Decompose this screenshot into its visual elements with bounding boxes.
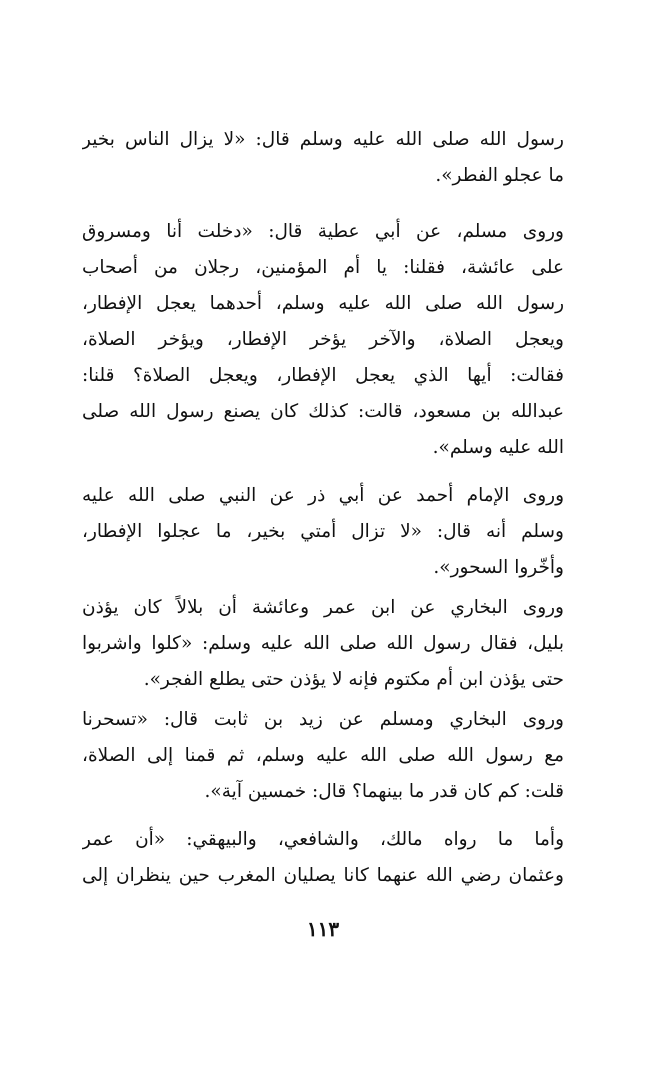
text-line: على عائشة، فقلنا: يا أم المؤمنين، رجلان من أصحاب (82, 257, 564, 278)
page-body-text (82, 122, 564, 894)
paragraph-4 (82, 590, 564, 698)
paragraph-3 (82, 478, 564, 586)
text-line: بليل، فقال رسول الله صلى الله عليه وسلم: «كلوا واشربوا (82, 633, 564, 654)
text-line: حتى يؤذن ابن أم مكتوم فإنه لا يؤذن حتى يطلع الفجر». (143, 669, 564, 690)
text-line: مع رسول الله صلى الله عليه وسلم، ثم قمنا إلى الصلاة، (82, 745, 564, 766)
text-line: وأخّروا السحور». (433, 557, 564, 578)
text-line: رسول الله صلى الله عليه وسلم قال: «لا يزال الناس بخير (82, 129, 564, 150)
text-line: ما عجلو الفطر». (435, 165, 564, 186)
text-line: ويعجل الصلاة، والآخر يؤخر الإفطار، ويؤخر الصلاة، (82, 329, 564, 350)
text-line: فقالت: أيها الذي يعجل الإفطار، ويعجل الصلاة؟ قلنا: (82, 365, 564, 386)
text-line: وروى البخاري عن ابن عمر وعائشة أن بلالاً كان يؤذن (82, 597, 564, 618)
text-line: عبدالله بن مسعود، قالت: كذلك كان يصنع رسول الله صلى (82, 401, 564, 422)
text-line: وسلم أنه قال: «لا تزال أمتي بخير، ما عجلوا الإفطار، (82, 521, 564, 542)
text-line: وروى مسلم، عن أبي عطية قال: «دخلت أنا ومسروق (82, 221, 564, 242)
paragraph-1 (82, 122, 564, 194)
text-line: قلت: كم كان قدر ما بينهما؟ قال: خمسين آية». (204, 781, 564, 802)
text-line: وروى البخاري ومسلم عن زيد بن ثابت قال: «تسحرنا (82, 709, 564, 730)
text-line: وروى الإمام أحمد عن أبي ذر عن النبي صلى الله عليه (82, 485, 564, 506)
text-line: رسول الله صلى الله عليه وسلم، أحدهما يعجل الإفطار، (82, 293, 564, 314)
paragraph-6 (82, 822, 564, 894)
page-number: ١١٣ (306, 917, 340, 941)
paragraph-5 (82, 702, 564, 810)
text-line: الله عليه وسلم». (432, 437, 564, 458)
paragraph-2 (82, 214, 564, 466)
text-line: وعثمان رضي الله عنهما كانا يصليان المغرب حين ينظران إلى (82, 865, 564, 886)
text-line: وأما ما رواه مالك، والشافعي، والبيهقي: «أن عمر (82, 829, 564, 850)
